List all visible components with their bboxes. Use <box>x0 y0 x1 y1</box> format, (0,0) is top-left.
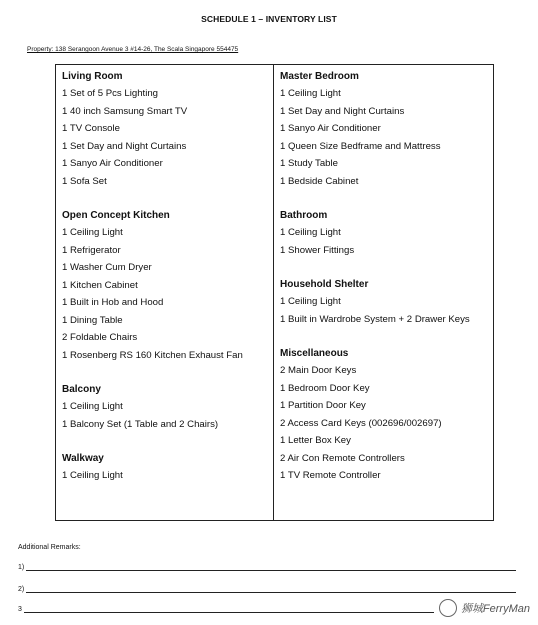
wechat-logo-icon <box>439 599 457 617</box>
section-heading: Household Shelter <box>280 279 369 290</box>
remark-blank <box>26 562 516 571</box>
section-heading: Living Room <box>62 71 123 82</box>
inventory-item: 1 Rosenberg RS 160 Kitchen Exhaust Fan <box>62 349 243 361</box>
inventory-item: 1 Set of 5 Pcs Lighting <box>62 88 158 99</box>
remark-line <box>18 562 516 571</box>
property-address: Property: 138 Serangoon Avenue 3 #14-26, The Scala Singapore 554475 <box>27 46 239 53</box>
inventory-section <box>280 207 493 259</box>
section-heading: Open Concept Kitchen <box>62 210 170 221</box>
inventory-item: 1 Queen Size Bedframe and Mattress <box>280 140 441 152</box>
remark-line <box>18 584 516 593</box>
inventory-section <box>280 276 493 328</box>
section-heading: Walkway <box>62 453 104 464</box>
inventory-item: 1 Bedside Cabinet <box>280 175 359 187</box>
inventory-item: 1 TV Remote Controller <box>280 470 381 481</box>
inventory-item: 1 Built in Hob and Hood <box>62 297 164 308</box>
inventory-item: 1 Ceiling Light <box>280 227 341 238</box>
inventory-item: 1 Bedroom Door Key <box>280 382 370 394</box>
watermark-text: 狮城FerryMan <box>460 603 530 615</box>
section-heading: Balcony <box>62 384 101 395</box>
remarks-label: Additional Remarks: <box>18 544 81 551</box>
right-column <box>274 65 493 520</box>
remark-number: 1) <box>18 564 25 571</box>
inventory-item: 1 Built in Wardrobe System + 2 Drawer Keys <box>280 313 470 325</box>
inventory-item: 1 Set Day and Night Curtains <box>62 140 187 152</box>
inventory-section <box>280 345 493 485</box>
section-gap <box>280 190 493 207</box>
inventory-item: 1 Refrigerator <box>62 244 121 256</box>
inventory-item: 1 Ceiling Light <box>280 296 341 307</box>
remark-blank <box>24 604 434 613</box>
inventory-item: 1 Ceiling Light <box>280 88 341 99</box>
inventory-table <box>55 64 494 521</box>
document-title: SCHEDULE 1 – INVENTORY LIST <box>201 14 337 24</box>
inventory-item: 1 Study Table <box>280 158 338 169</box>
inventory-item: 1 TV Console <box>62 123 120 134</box>
inventory-item: 2 Air Con Remote Controllers <box>280 452 405 464</box>
section-heading: Master Bedroom <box>280 71 359 82</box>
section-gap <box>280 259 493 276</box>
inventory-item: 1 Balcony Set (1 Table and 2 Chairs) <box>62 418 219 430</box>
left-column <box>56 65 274 520</box>
remark-line <box>18 604 434 613</box>
inventory-item: 1 Letter Box Key <box>280 435 351 446</box>
inventory-item: 1 Washer Cum Dryer <box>62 262 152 273</box>
inventory-item: 1 Ceiling Light <box>62 227 123 238</box>
section-gap <box>62 433 273 450</box>
watermark <box>439 599 530 617</box>
section-heading: Miscellaneous <box>280 348 349 359</box>
inventory-item: 1 Sanyo Air Conditioner <box>62 158 163 169</box>
inventory-item: 1 Shower Fittings <box>280 244 355 256</box>
inventory-section <box>62 68 273 190</box>
remark-number: 3 <box>18 606 22 613</box>
inventory-item: 1 Sofa Set <box>62 175 107 187</box>
inventory-section <box>280 68 493 190</box>
section-gap <box>62 190 273 207</box>
inventory-item: 1 Set Day and Night Curtains <box>280 105 405 117</box>
section-gap <box>62 364 273 381</box>
remark-blank <box>26 584 516 593</box>
inventory-section <box>62 450 273 485</box>
section-gap <box>280 328 493 345</box>
inventory-item: 2 Foldable Chairs <box>62 332 138 343</box>
inventory-section <box>62 207 273 364</box>
inventory-section <box>62 381 273 433</box>
inventory-item: 2 Access Card Keys (002696/002697) <box>280 417 442 429</box>
section-heading: Bathroom <box>280 210 328 221</box>
remark-number: 2) <box>18 586 25 593</box>
inventory-item: 2 Main Door Keys <box>280 365 357 376</box>
inventory-item: 1 Partition Door Key <box>280 400 366 411</box>
inventory-item: 1 Kitchen Cabinet <box>62 279 138 291</box>
inventory-item: 1 Sanyo Air Conditioner <box>280 123 381 134</box>
inventory-item: 1 40 inch Samsung Smart TV <box>62 105 188 117</box>
inventory-item: 1 Dining Table <box>62 314 123 326</box>
inventory-item: 1 Ceiling Light <box>62 470 123 481</box>
inventory-item: 1 Ceiling Light <box>62 401 123 412</box>
